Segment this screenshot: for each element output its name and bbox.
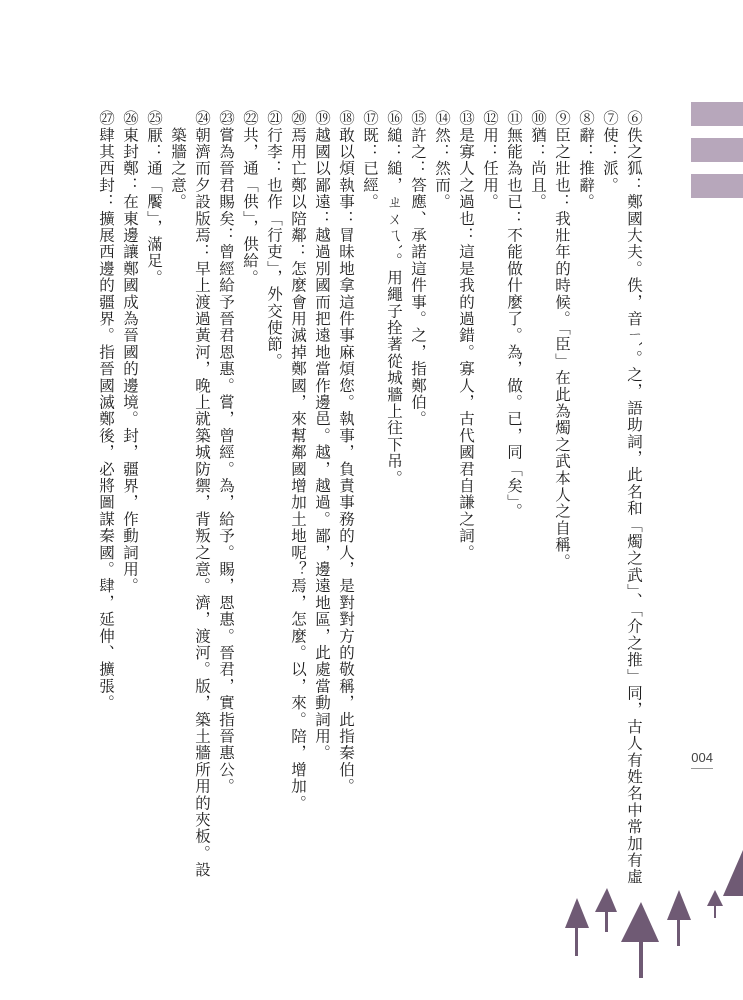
note-12: ⑫用：任用。 [481, 110, 499, 211]
note-14: ⑭然：然而。 [433, 110, 451, 211]
note-9: ⑨臣之壯也：我壯年的時候。「臣」在此為燭之武本人之自稱。 [553, 110, 571, 570]
page-number: 004 [691, 750, 713, 769]
annotation-notes [95, 110, 645, 890]
note-24: ㉔朝濟而夕設版焉：早上渡過黃河，晚上就築城防禦，背叛之意。濟，渡河。版，築土牆所用的夾板。設 [193, 110, 211, 879]
note-27: ㉗肆其西封：擴展西邊的疆界。指晉國滅鄭後，必將圖謀秦國。肆，延伸、擴張。 [97, 110, 115, 712]
note-20: ⑳焉用亡鄭以陪鄰：怎麼會用滅掉鄭國，來幫鄰國增加土地呢？焉，怎麼。以，來。陪，增加。 [289, 110, 307, 812]
section-tab-3 [691, 174, 743, 198]
note-10: ⑩猶：尚且。 [529, 110, 547, 211]
note-17: ⑰既：已經。 [361, 110, 379, 211]
section-tab-1 [691, 102, 743, 126]
note-25: ㉕厭：通「饜」，滿足。 [145, 110, 163, 286]
note-21: ㉑行李：也作「行吏」，外交使節。 [265, 110, 283, 370]
note-22: ㉒共，通「供」，供給。 [241, 110, 259, 286]
note-26: ㉖東封鄭：在東邊讓鄭國成為晉國的邊境。封，疆界，作動詞用。 [121, 110, 139, 595]
note-19: ⑲越國以鄙遠：越過別國而把遠地當作邊邑。越，越過。鄙，邊遠地區，此處當動詞用。 [313, 110, 331, 762]
note-13: ⑬是寡人之過也：這是我的過錯。寡人，古代國君自謙之詞。 [457, 110, 475, 561]
tree-decoration-icon [555, 850, 743, 1000]
note-11: ⑪無能為也已：不能做什麼了。為，做。已，同「矣」。 [505, 110, 523, 520]
note-15: ⑮許之：答應、承諾這件事。之，指鄭伯。 [409, 110, 427, 428]
note-6: ⑥佚之狐：鄭國大夫。佚，音ㄧˋ。之，語助詞，此名和「燭之武」、「介之推」同，古人有姓名中常加有虛 [625, 110, 643, 886]
note-8: ⑧辭：推辭。 [577, 110, 595, 211]
note-16: ⑯縋：縋，ㄓㄨㄟˋ。用繩子拴著從城牆上往下吊。 [385, 110, 403, 487]
note-24-continued: 築牆之意。 [169, 110, 187, 211]
note-18: ⑱敢以煩執事：冒昧地拿這件事麻煩您。執事，負責事務的人，是對對方的敬稱，此指秦伯。 [337, 110, 355, 795]
section-tab-2 [691, 138, 743, 162]
note-23: ㉓嘗為晉君賜矣：曾經給予晉君恩惠。嘗，曾經。為，給予。賜，恩惠。晉君，實指晉惠公。 [217, 110, 235, 795]
note-7: ⑦使：派。 [601, 110, 619, 194]
